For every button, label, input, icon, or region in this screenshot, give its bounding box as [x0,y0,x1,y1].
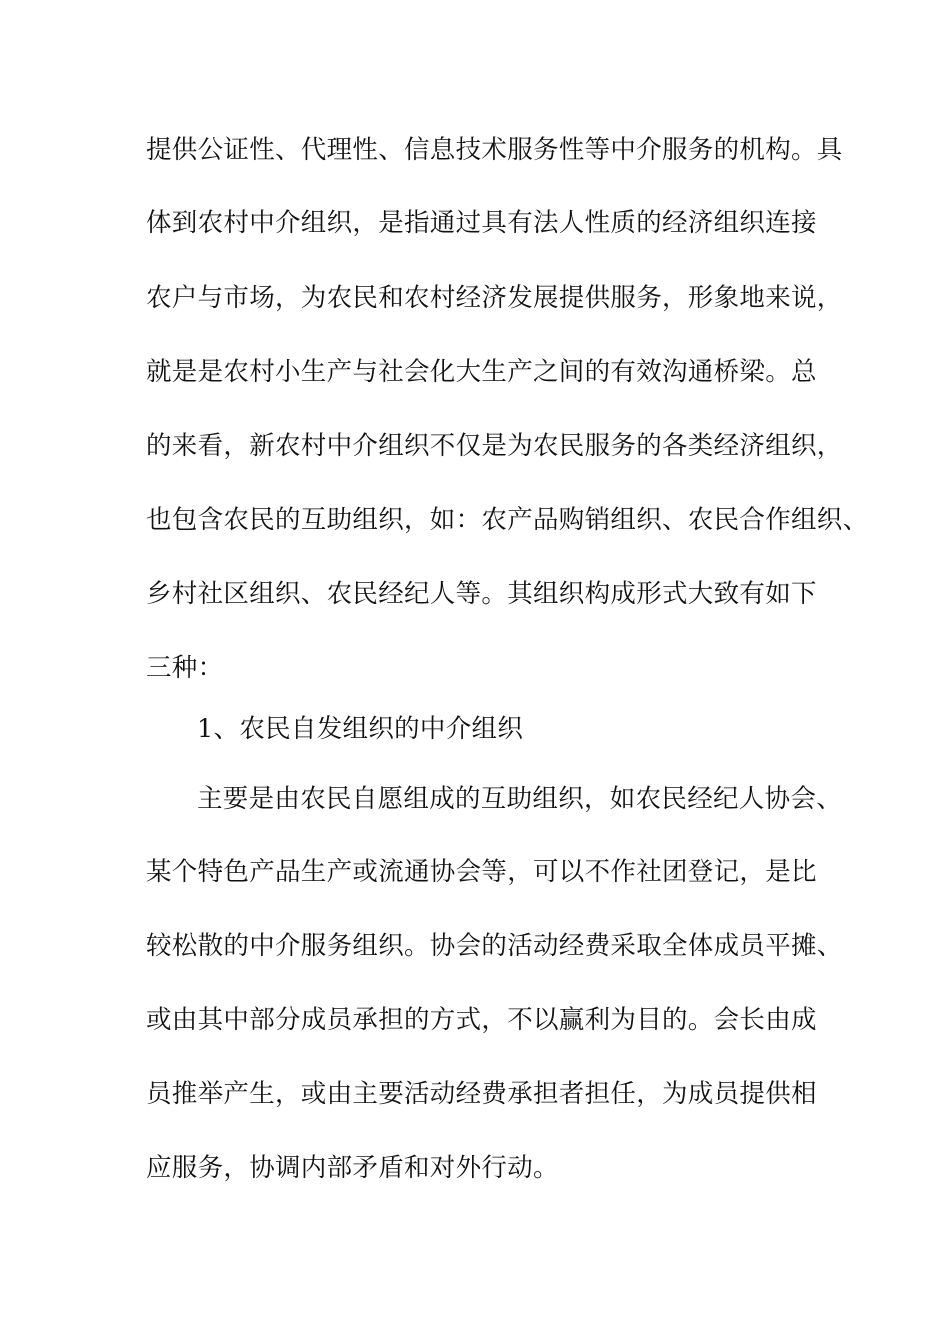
paragraph-2-line-5: 员推举产生，或由主要活动经费承担者担任，为成员提供相 [146,1079,817,1109]
paragraph-2-line-6: 应服务，协调内部矛盾和对外行动。 [146,1153,559,1183]
paragraph-1-line-8: 三种： [146,653,224,683]
paragraph-1-line-3: 农户与市场，为农民和农村经济发展提供服务，形象地来说， [146,283,843,313]
paragraph-2-line-2: 某个特色产品生产或流通协会等，可以不作社团登记，是比 [146,857,817,887]
paragraph-1-line-5: 的来看，新农村中介组织不仅是为农民服务的各类经济组织， [146,431,843,461]
paragraph-2-line-3: 较松散的中介服务组织。协会的活动经费采取全体成员平摊、 [146,931,843,961]
paragraph-1-line-2: 体到农村中介组织，是指通过具有法人性质的经济组织连接 [146,208,817,238]
paragraph-1-line-6: 也包含农民的互助组织，如：农产品购销组织、农民合作组织、 [146,505,869,535]
paragraph-1-line-4: 就是是农村小生产与社会化大生产之间的有效沟通桥梁。总 [146,357,817,387]
paragraph-2-line-1: 主要是由农民自愿组成的互助组织，如农民经纪人协会、 [197,784,843,814]
paragraph-1-line-1: 提供公证性、代理性、信息技术服务性等中介服务的机构。具 [146,135,843,165]
section-heading-1: 1、农民自发组织的中介组织 [197,714,524,744]
paragraph-2-line-4: 或由其中部分成员承担的方式，不以赢利为目的。会长由成 [146,1005,817,1035]
paragraph-1-line-7: 乡村社区组织、农民经纪人等。其组织构成形式大致有如下 [146,579,817,609]
